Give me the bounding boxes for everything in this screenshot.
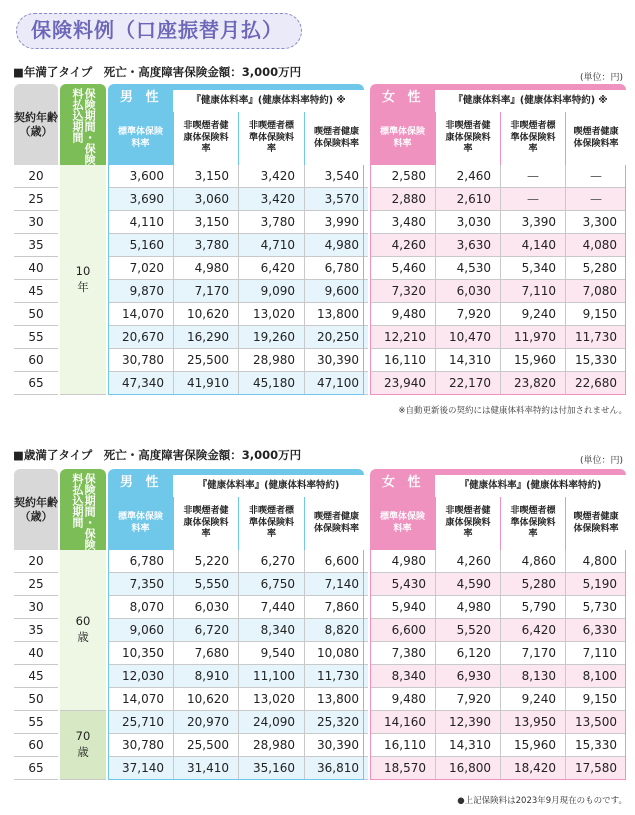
age-cell: 60 xyxy=(14,349,58,372)
premium-cell: 12,210 xyxy=(370,326,435,349)
premium-cell: 6,030 xyxy=(173,596,238,619)
period-group: 70 歳 xyxy=(60,711,106,780)
premium-cell: 8,910 xyxy=(173,665,238,688)
subheader-nonsmoker_healthy: 非喫煙者健康体保険料率 xyxy=(435,112,500,165)
subheader-nonsmoker_standard: 非喫煙者標準体保険料率 xyxy=(238,112,304,165)
subheader-standard: 標準体保険料率 xyxy=(117,511,163,534)
premium-cell: 5,280 xyxy=(500,573,565,596)
premium-cell: 47,100 xyxy=(304,372,368,395)
female-label: 女 性 xyxy=(382,90,425,105)
subheader-smoker_healthy: 喫煙者健康体保険料率 xyxy=(304,112,368,165)
premium-cell: 28,980 xyxy=(238,349,304,372)
premium-cell: 9,060 xyxy=(108,619,173,642)
premium-cell: 10,470 xyxy=(435,326,500,349)
premium-cell: 6,600 xyxy=(370,619,435,642)
premium-cell: 5,340 xyxy=(500,257,565,280)
premium-cell: 3,390 xyxy=(500,211,565,234)
premium-cell: 4,260 xyxy=(435,550,500,573)
premium-cell: 3,630 xyxy=(435,234,500,257)
premium-cell: 15,960 xyxy=(500,734,565,757)
subheader-smoker_healthy: 喫煙者健康体保険料率 xyxy=(304,497,368,550)
premium-cell: 6,270 xyxy=(238,550,304,573)
premium-cell: 12,030 xyxy=(108,665,173,688)
table1-unit: (単位：円) xyxy=(579,73,623,83)
premium-cell: — xyxy=(565,188,626,211)
premium-cell: 5,160 xyxy=(108,234,173,257)
premium-cell: 13,800 xyxy=(304,303,368,326)
male-healthy-rate-label: 『健康体料率』(健康体料率特約) ※ xyxy=(173,90,364,112)
premium-cell: 11,730 xyxy=(565,326,626,349)
premium-cell: 8,070 xyxy=(108,596,173,619)
female-healthy-rate-label: 『健康体料率』(健康体料率特約) ※ xyxy=(435,90,626,112)
premium-cell: 30,390 xyxy=(304,734,368,757)
age-cell: 60 xyxy=(14,734,58,757)
premium-cell: 7,320 xyxy=(370,280,435,303)
premium-cell: 14,160 xyxy=(370,711,435,734)
age-cell: 45 xyxy=(14,280,58,303)
premium-cell: 4,980 xyxy=(435,596,500,619)
premium-cell: 3,780 xyxy=(238,211,304,234)
male-label: 男 性 xyxy=(120,90,163,105)
age-cell: 40 xyxy=(14,257,58,280)
premium-cell: 9,480 xyxy=(370,688,435,711)
male-healthy-rate-label: 『健康体料率』(健康体料率特約) xyxy=(173,475,364,497)
premium-cell: 16,290 xyxy=(173,326,238,349)
age-cell: 65 xyxy=(14,757,58,780)
premium-cell: 5,790 xyxy=(500,596,565,619)
premium-cell: 36,810 xyxy=(304,757,368,780)
premium-cell: 4,980 xyxy=(173,257,238,280)
premium-cell: 5,430 xyxy=(370,573,435,596)
premium-cell: 4,860 xyxy=(500,550,565,573)
premium-cell: 11,730 xyxy=(304,665,368,688)
premium-cell: 7,170 xyxy=(173,280,238,303)
age-cell: 30 xyxy=(14,596,58,619)
premium-cell: 9,870 xyxy=(108,280,173,303)
premium-cell: 4,980 xyxy=(370,550,435,573)
premium-cell: 6,420 xyxy=(238,257,304,280)
premium-cell: 3,150 xyxy=(173,211,238,234)
subheader-smoker_healthy: 喫煙者健康体保険料率 xyxy=(565,112,626,165)
premium-cell: 9,540 xyxy=(238,642,304,665)
premium-cell: 23,940 xyxy=(370,372,435,395)
premium-cell: 2,880 xyxy=(370,188,435,211)
premium-cell: 18,420 xyxy=(500,757,565,780)
premium-cell: 12,390 xyxy=(435,711,500,734)
premium-cell: — xyxy=(565,165,626,188)
premium-cell: 24,090 xyxy=(238,711,304,734)
premium-cell: 3,990 xyxy=(304,211,368,234)
age-cell: 65 xyxy=(14,372,58,395)
subheader-nonsmoker_standard: 非喫煙者標準体保険料率 xyxy=(500,497,565,550)
premium-cell: 7,860 xyxy=(304,596,368,619)
premium-cell: 3,600 xyxy=(108,165,173,188)
subheader-smoker_healthy: 喫煙者健康体保険料率 xyxy=(565,497,626,550)
premium-cell: 25,710 xyxy=(108,711,173,734)
premium-cell: 7,920 xyxy=(435,688,500,711)
subheader-standard: 標準体保険料率 xyxy=(379,126,425,149)
premium-cell: 3,780 xyxy=(173,234,238,257)
premium-cell: 6,600 xyxy=(304,550,368,573)
subheader-nonsmoker_healthy: 非喫煙者健康体保険料率 xyxy=(435,497,500,550)
age-column-header xyxy=(14,84,58,165)
male-label: 男 性 xyxy=(120,475,163,490)
age-cell: 35 xyxy=(14,619,58,642)
premium-cell: 5,520 xyxy=(435,619,500,642)
premium-cell: 19,260 xyxy=(238,326,304,349)
premium-cell: 9,480 xyxy=(370,303,435,326)
premium-cell: 7,110 xyxy=(565,642,626,665)
premium-cell: 8,100 xyxy=(565,665,626,688)
period-header: 保険期間・保険料払込期間 xyxy=(60,84,106,165)
premium-table-term xyxy=(14,84,626,400)
premium-cell: 20,970 xyxy=(173,711,238,734)
premium-cell: 10,620 xyxy=(173,303,238,326)
premium-cell: — xyxy=(500,165,565,188)
premium-cell: — xyxy=(500,188,565,211)
premium-cell: 9,240 xyxy=(500,303,565,326)
premium-cell: 6,930 xyxy=(435,665,500,688)
premium-cell: 13,950 xyxy=(500,711,565,734)
premium-cell: 6,120 xyxy=(435,642,500,665)
subheader-standard: 標準体保険料率 xyxy=(117,126,163,149)
premium-cell: 2,610 xyxy=(435,188,500,211)
premium-cell: 7,680 xyxy=(173,642,238,665)
premium-cell: 13,800 xyxy=(304,688,368,711)
premium-cell: 4,110 xyxy=(108,211,173,234)
premium-cell: 6,030 xyxy=(435,280,500,303)
premium-cell: 25,320 xyxy=(304,711,368,734)
age-header-label: 契約年齢（歳） xyxy=(14,110,58,138)
premium-cell: 14,310 xyxy=(435,349,500,372)
premium-cell: 8,340 xyxy=(238,619,304,642)
subheader-standard: 標準体保険料率 xyxy=(379,511,425,534)
age-cell: 20 xyxy=(14,165,58,188)
premium-cell: 30,780 xyxy=(108,349,173,372)
premium-cell: 9,150 xyxy=(565,303,626,326)
premium-cell: 5,220 xyxy=(173,550,238,573)
premium-cell: 9,090 xyxy=(238,280,304,303)
premium-cell: 25,500 xyxy=(173,734,238,757)
table2-title: ■歳満了タイプ 死亡・高度障害保険金額：3,000万円 xyxy=(13,448,302,462)
premium-cell: 18,570 xyxy=(370,757,435,780)
premium-cell: 14,070 xyxy=(108,303,173,326)
age-cell: 45 xyxy=(14,665,58,688)
table1-note: ※自動更新後の契約には健康体料率特約は付加されません。 xyxy=(398,406,627,416)
premium-cell: 20,250 xyxy=(304,326,368,349)
premium-cell: 6,750 xyxy=(238,573,304,596)
premium-cell: 3,420 xyxy=(238,165,304,188)
age-cell: 50 xyxy=(14,303,58,326)
premium-cell: 16,110 xyxy=(370,734,435,757)
premium-cell: 4,590 xyxy=(435,573,500,596)
subheader-nonsmoker_standard: 非喫煙者標準体保険料率 xyxy=(500,112,565,165)
premium-cell: 9,600 xyxy=(304,280,368,303)
premium-cell: 10,620 xyxy=(173,688,238,711)
premium-cell: 6,780 xyxy=(108,550,173,573)
premium-cell: 7,110 xyxy=(500,280,565,303)
premium-cell: 9,240 xyxy=(500,688,565,711)
premium-cell: 20,670 xyxy=(108,326,173,349)
premium-cell: 7,170 xyxy=(500,642,565,665)
premium-cell: 8,340 xyxy=(370,665,435,688)
premium-cell: 10,350 xyxy=(108,642,173,665)
female-label: 女 性 xyxy=(382,475,425,490)
premium-cell: 7,440 xyxy=(238,596,304,619)
period-column xyxy=(60,84,106,400)
premium-cell: 35,160 xyxy=(238,757,304,780)
premium-cell: 3,540 xyxy=(304,165,368,188)
age-cell: 35 xyxy=(14,234,58,257)
premium-cell: 4,710 xyxy=(238,234,304,257)
page-title: 保険料例（口座振替月払） xyxy=(16,13,302,49)
premium-cell: 37,140 xyxy=(108,757,173,780)
premium-cell: 30,780 xyxy=(108,734,173,757)
premium-cell: 4,260 xyxy=(370,234,435,257)
table1-title: ■年満了タイプ 死亡・高度障害保険金額：3,000万円 xyxy=(13,65,302,79)
premium-cell: 3,690 xyxy=(108,188,173,211)
premium-cell: 6,780 xyxy=(304,257,368,280)
age-header-label: 契約年齢（歳） xyxy=(14,495,58,523)
premium-cell: 4,980 xyxy=(304,234,368,257)
subheader-nonsmoker_standard: 非喫煙者標準体保険料率 xyxy=(238,497,304,550)
premium-cell: 3,570 xyxy=(304,188,368,211)
premium-cell: 16,110 xyxy=(370,349,435,372)
premium-cell: 15,330 xyxy=(565,349,626,372)
premium-cell: 7,920 xyxy=(435,303,500,326)
premium-cell: 4,140 xyxy=(500,234,565,257)
age-column-header xyxy=(14,469,58,550)
period-header: 保険期間・保険料払込期間 xyxy=(60,469,106,550)
premium-cell: 11,100 xyxy=(238,665,304,688)
premium-cell: 22,680 xyxy=(565,372,626,395)
subheader-nonsmoker_healthy: 非喫煙者健康体保険料率 xyxy=(173,112,238,165)
premium-cell: 4,800 xyxy=(565,550,626,573)
premium-cell: 25,500 xyxy=(173,349,238,372)
premium-cell: 7,140 xyxy=(304,573,368,596)
premium-cell: 6,330 xyxy=(565,619,626,642)
premium-cell: 47,340 xyxy=(108,372,173,395)
table2-unit: (単位：円) xyxy=(579,456,623,466)
premium-cell: 3,300 xyxy=(565,211,626,234)
age-cell: 40 xyxy=(14,642,58,665)
premium-cell: 5,940 xyxy=(370,596,435,619)
premium-cell: 2,580 xyxy=(370,165,435,188)
premium-cell: 22,170 xyxy=(435,372,500,395)
period-column xyxy=(60,469,106,785)
premium-cell: 4,080 xyxy=(565,234,626,257)
premium-cell: 15,960 xyxy=(500,349,565,372)
premium-cell: 13,500 xyxy=(565,711,626,734)
premium-cell: 13,020 xyxy=(238,303,304,326)
age-cell: 50 xyxy=(14,688,58,711)
premium-cell: 5,460 xyxy=(370,257,435,280)
age-cell: 25 xyxy=(14,188,58,211)
premium-cell: 8,820 xyxy=(304,619,368,642)
age-cell: 55 xyxy=(14,326,58,349)
premium-cell: 30,390 xyxy=(304,349,368,372)
premium-cell: 8,130 xyxy=(500,665,565,688)
premium-cell: 7,350 xyxy=(108,573,173,596)
premium-cell: 31,410 xyxy=(173,757,238,780)
premium-cell: 10,080 xyxy=(304,642,368,665)
subheader-nonsmoker_healthy: 非喫煙者健康体保険料率 xyxy=(173,497,238,550)
premium-cell: 3,420 xyxy=(238,188,304,211)
premium-cell: 6,420 xyxy=(500,619,565,642)
premium-cell: 16,800 xyxy=(435,757,500,780)
premium-cell: 5,550 xyxy=(173,573,238,596)
premium-cell: 7,380 xyxy=(370,642,435,665)
premium-cell: 11,970 xyxy=(500,326,565,349)
premium-cell: 6,720 xyxy=(173,619,238,642)
premium-cell: 5,280 xyxy=(565,257,626,280)
age-cell: 20 xyxy=(14,550,58,573)
premium-cell: 14,070 xyxy=(108,688,173,711)
age-cell: 25 xyxy=(14,573,58,596)
premium-cell: 2,460 xyxy=(435,165,500,188)
premium-cell: 3,030 xyxy=(435,211,500,234)
premium-cell: 3,150 xyxy=(173,165,238,188)
table2-note: ●上記保険料は2023年9月現在のものです。 xyxy=(457,796,627,806)
premium-cell: 3,480 xyxy=(370,211,435,234)
premium-cell: 28,980 xyxy=(238,734,304,757)
premium-cell: 17,580 xyxy=(565,757,626,780)
premium-cell: 7,020 xyxy=(108,257,173,280)
premium-cell: 9,150 xyxy=(565,688,626,711)
premium-cell: 23,820 xyxy=(500,372,565,395)
premium-cell: 5,190 xyxy=(565,573,626,596)
female-healthy-rate-label: 『健康体料率』(健康体料率特約) xyxy=(435,475,626,497)
period-group: 60 歳 xyxy=(60,550,106,711)
premium-cell: 4,530 xyxy=(435,257,500,280)
premium-cell: 3,060 xyxy=(173,188,238,211)
age-cell: 30 xyxy=(14,211,58,234)
premium-cell: 14,310 xyxy=(435,734,500,757)
premium-cell: 13,020 xyxy=(238,688,304,711)
premium-cell: 7,080 xyxy=(565,280,626,303)
premium-table-age xyxy=(14,469,626,785)
period-group: 10 年 xyxy=(60,165,106,395)
premium-cell: 15,330 xyxy=(565,734,626,757)
age-cell: 55 xyxy=(14,711,58,734)
premium-cell: 45,180 xyxy=(238,372,304,395)
premium-cell: 5,730 xyxy=(565,596,626,619)
premium-cell: 41,910 xyxy=(173,372,238,395)
